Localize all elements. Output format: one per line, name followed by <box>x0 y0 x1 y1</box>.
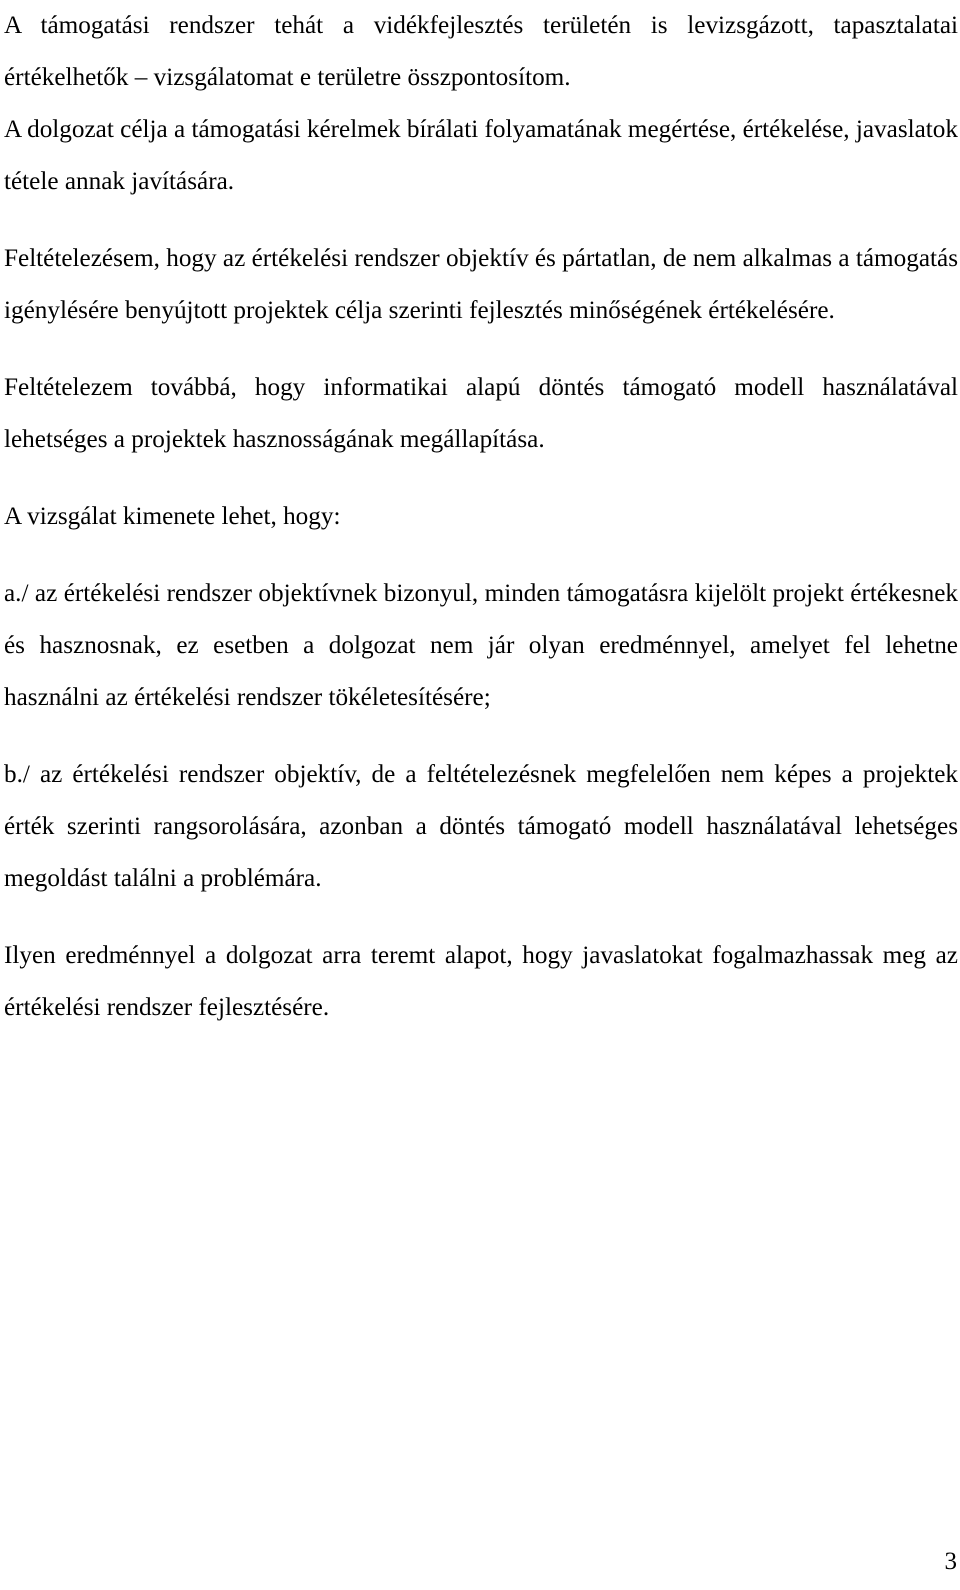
paragraph-3: Feltételezésem, hogy az értékelési rendszer objektív és pártatlan, de nem alkalmas a támogatás igénylésére benyújtott projektek célja szerinti fejlesztés minőségének értékelésére. <box>4 245 958 324</box>
paragraph-8: Ilyen eredménnyel a dolgozat arra teremt alapot, hogy javaslatokat fogalmazhassak meg az értékelési rendszer fejlesztésére. <box>4 942 958 1021</box>
paragraph-1: A támogatási rendszer tehát a vidékfejlesztés területén is levizsgázott, tapasztalatai értékelhetők – vizsgálatomat e területre összpontosítom. <box>4 12 958 91</box>
paragraph-7: b./ az értékelési rendszer objektív, de a feltételezésnek megfelelően nem képes a projektek érték szerinti rangsorolására, azonban a döntés támogató modell használatával lehetséges megoldást találni a problémára. <box>4 761 958 892</box>
paragraph-2: A dolgozat célja a támogatási kérelmek bírálati folyamatának megértése, értékelése, javaslatok tétele annak javítására. <box>4 116 958 195</box>
paragraph-6: a./ az értékelési rendszer objektívnek bizonyul, minden támogatásra kijelölt projekt értékesnek és hasznosnak, ez esetben a dolgozat nem jár olyan eredménnyel, amelyet fel lehetne használni az értékelési rendszer tökéletesítésére; <box>4 580 958 711</box>
paragraph-5: A vizsgálat kimenete lehet, hogy: <box>4 503 341 530</box>
document-page <box>4 0 958 1034</box>
paragraph-4: Feltételezem továbbá, hogy informatikai alapú döntés támogató modell használatával lehetséges a projektek hasznosságának megállapítása. <box>4 374 958 453</box>
page-number: 3 <box>944 1548 957 1575</box>
